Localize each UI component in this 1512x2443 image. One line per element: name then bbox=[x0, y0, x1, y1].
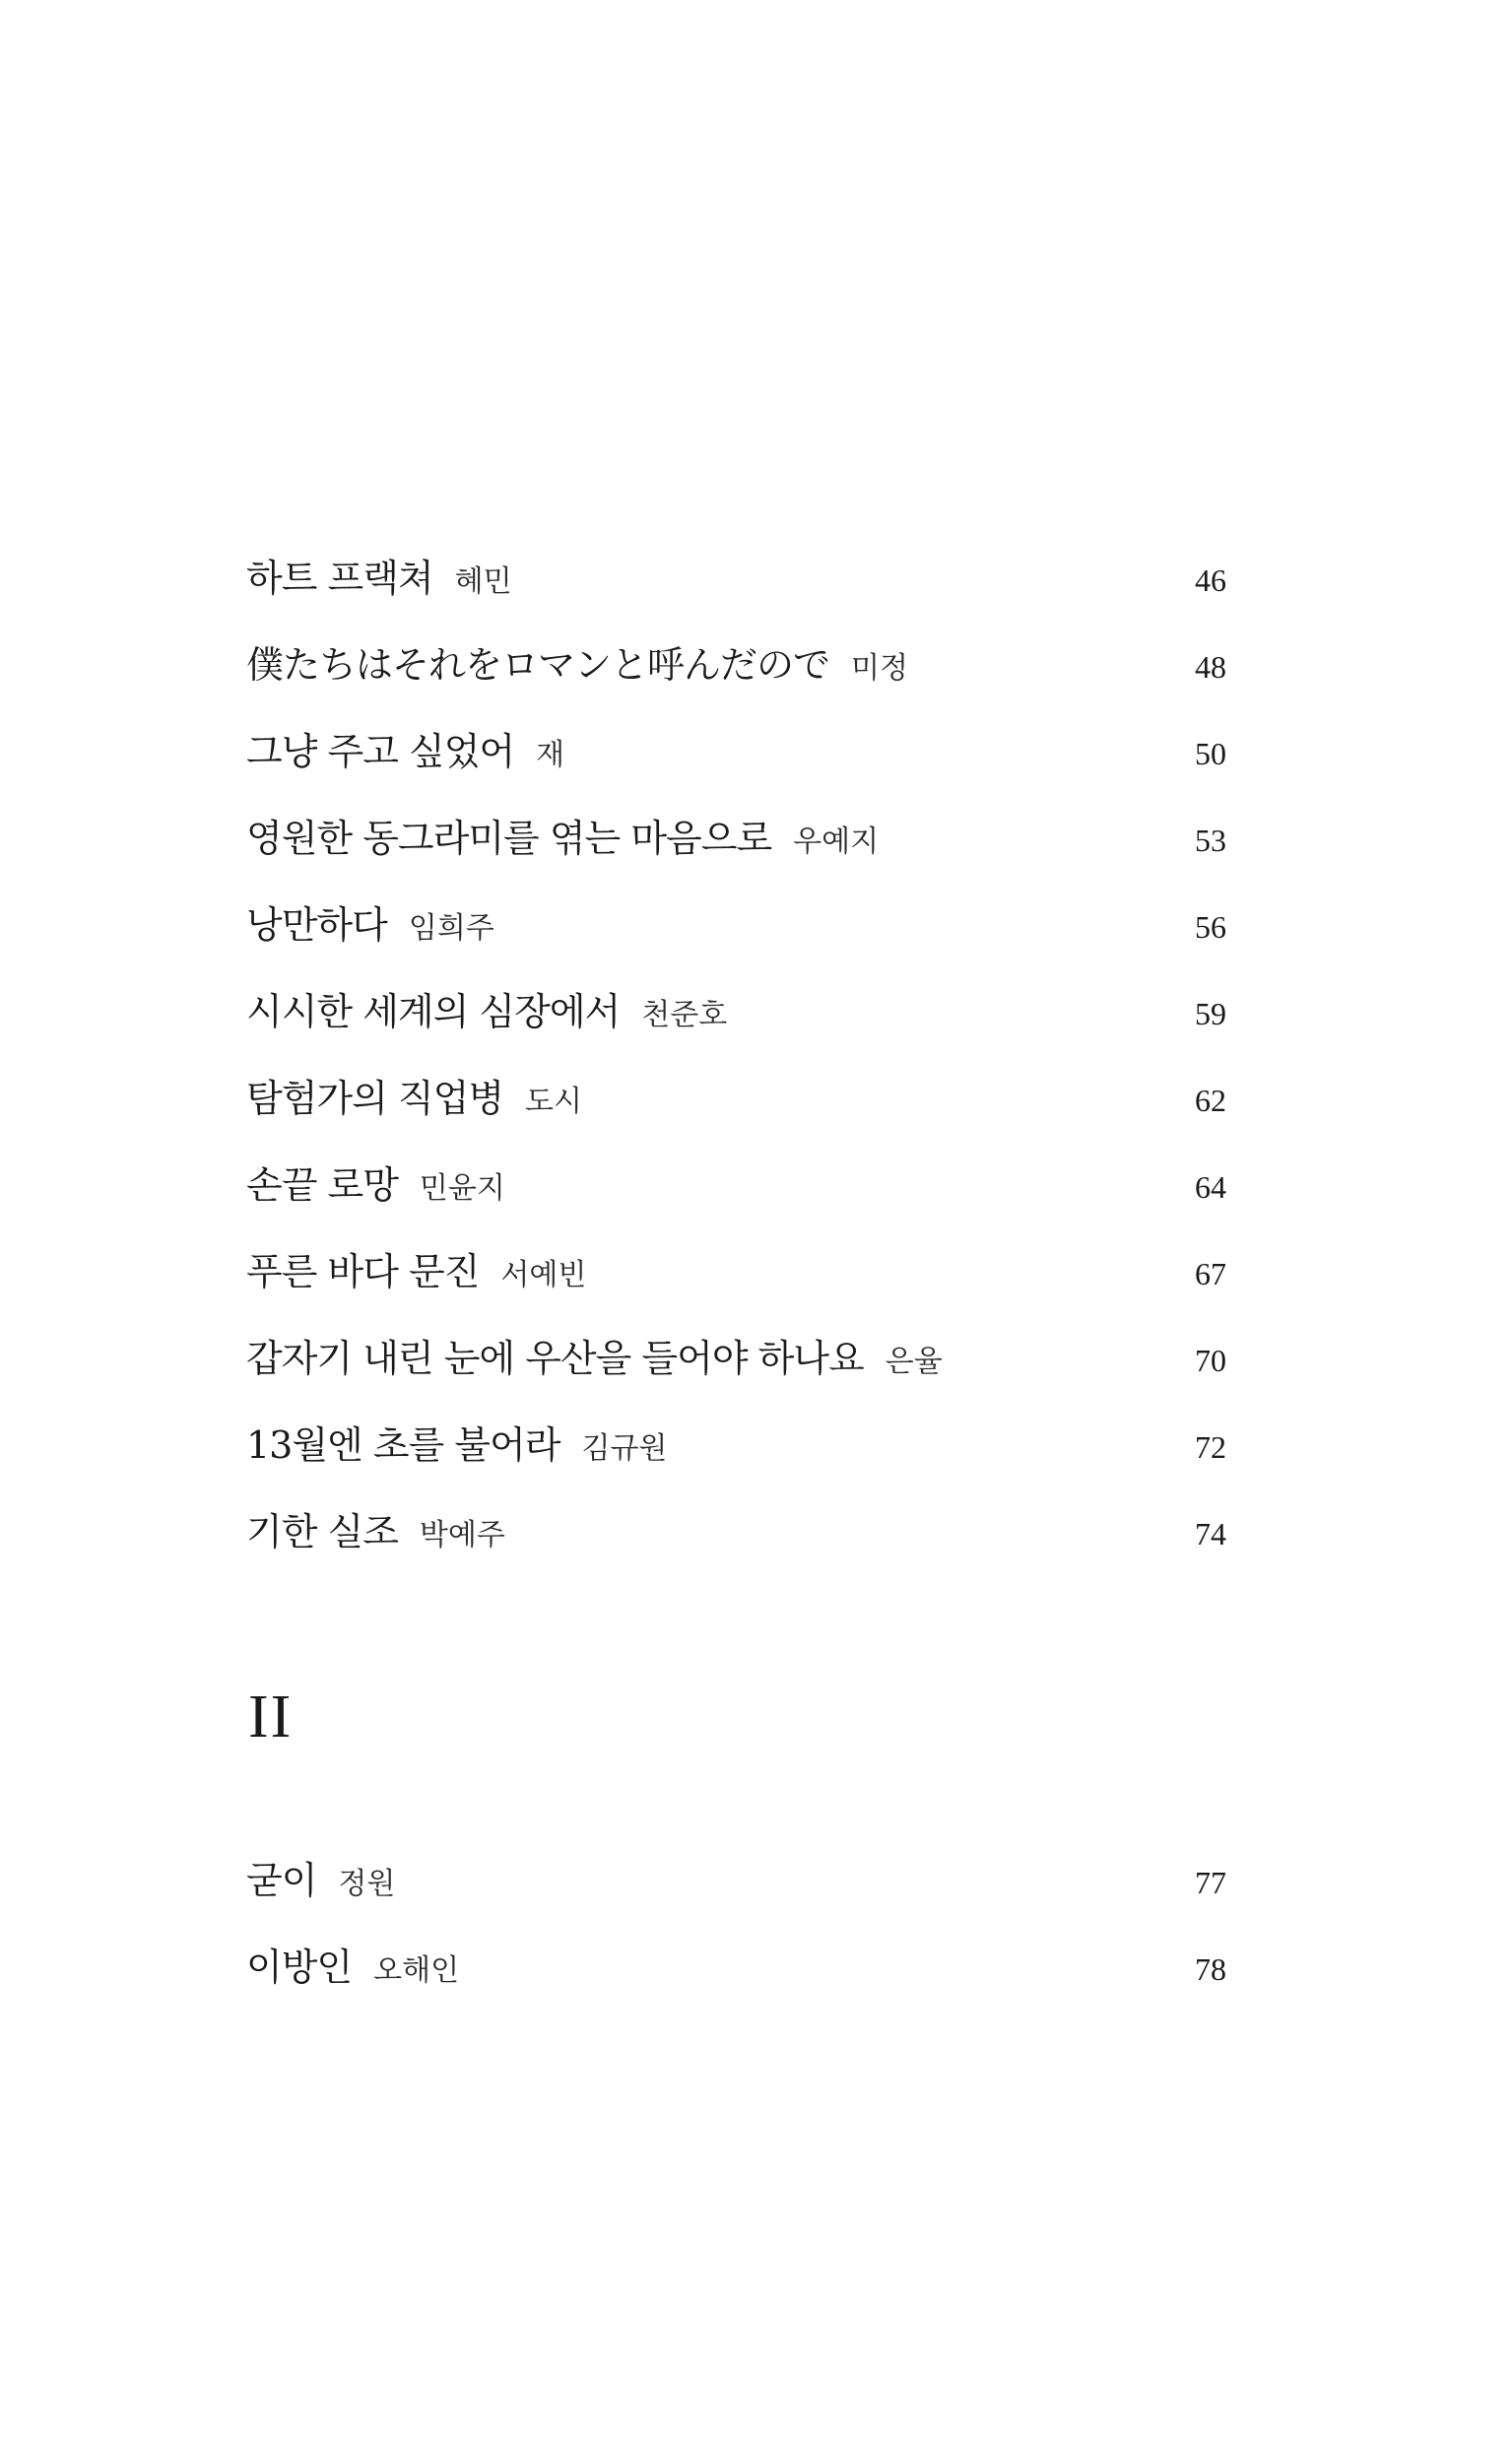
entry-page-number: 50 bbox=[1195, 736, 1226, 771]
toc-entry[interactable] bbox=[246, 1850, 1226, 1909]
entry-page-number: 74 bbox=[1195, 1516, 1226, 1552]
toc-entry[interactable] bbox=[246, 894, 1226, 954]
entry-page-number: 67 bbox=[1195, 1256, 1226, 1291]
entry-page-number: 78 bbox=[1195, 1951, 1226, 1987]
entry-title: 갑자기 내린 눈에 우산을 들어야 하나요 bbox=[246, 1337, 864, 1380]
toc-entry[interactable] bbox=[246, 634, 1226, 693]
entry-page-number: 46 bbox=[1195, 562, 1226, 598]
entry-author: 천준호 bbox=[641, 998, 728, 1032]
toc-entry[interactable] bbox=[246, 1937, 1226, 1996]
entry-author: 재 bbox=[536, 738, 565, 772]
toc-entry[interactable] bbox=[246, 1328, 1226, 1387]
toc-entry[interactable] bbox=[246, 1241, 1226, 1300]
entry-title: 탐험가의 직업병 bbox=[246, 1077, 504, 1120]
entry-title: 하트 프랙쳐 bbox=[246, 557, 433, 600]
entry-title: 굳이 bbox=[246, 1859, 317, 1902]
entry-author: 혜민 bbox=[454, 564, 512, 599]
toc-entry[interactable] bbox=[246, 981, 1226, 1040]
entry-author: 임희주 bbox=[408, 911, 494, 946]
entry-author: 민윤지 bbox=[419, 1171, 505, 1206]
entry-author: 박예주 bbox=[419, 1518, 505, 1552]
entry-title: 시시한 세계의 심장에서 bbox=[246, 990, 621, 1033]
entry-title: 손끝 로망 bbox=[246, 1163, 398, 1207]
entry-author: 은율 bbox=[885, 1345, 943, 1379]
entry-author: 미정 bbox=[851, 651, 908, 686]
entry-author: 김규원 bbox=[581, 1431, 668, 1466]
toc-entry[interactable] bbox=[246, 548, 1226, 607]
toc-entry[interactable] bbox=[246, 808, 1226, 867]
toc-entry[interactable] bbox=[246, 1501, 1226, 1560]
entry-author: 서예빈 bbox=[500, 1258, 587, 1292]
entry-author: 정원 bbox=[338, 1867, 396, 1901]
entry-title: 그냥 주고 싶었어 bbox=[246, 730, 515, 773]
entry-page-number: 64 bbox=[1195, 1169, 1226, 1205]
entry-page-number: 77 bbox=[1195, 1865, 1226, 1900]
entry-page-number: 56 bbox=[1195, 909, 1226, 945]
entry-author: 우예지 bbox=[793, 825, 880, 859]
entry-title: 13월엔 초를 불어라 bbox=[246, 1423, 560, 1467]
entry-title: 푸른 바다 문진 bbox=[246, 1250, 480, 1293]
entry-page-number: 59 bbox=[1195, 996, 1226, 1031]
entry-page-number: 70 bbox=[1195, 1343, 1226, 1378]
toc-entry[interactable] bbox=[246, 1155, 1226, 1214]
entry-author: 오해인 bbox=[373, 1953, 460, 1988]
entry-page-number: 53 bbox=[1195, 823, 1226, 858]
entry-title: 僕たちはそれをロマンと呼んだので bbox=[246, 643, 830, 687]
entry-page-number: 72 bbox=[1195, 1429, 1226, 1465]
section-heading: II bbox=[248, 1684, 294, 1750]
entry-page-number: 48 bbox=[1195, 649, 1226, 685]
entry-title: 낭만하다 bbox=[246, 903, 387, 947]
entry-author: 도시 bbox=[525, 1085, 583, 1119]
entry-title: 기한 실조 bbox=[246, 1510, 398, 1553]
toc-entry[interactable] bbox=[246, 721, 1226, 780]
entry-title: 이방인 bbox=[246, 1946, 353, 1989]
entry-page-number: 62 bbox=[1195, 1083, 1226, 1118]
toc-entry[interactable] bbox=[246, 1068, 1226, 1127]
toc-entry[interactable] bbox=[246, 1415, 1226, 1474]
entry-title: 영원한 동그라미를 엮는 마음으로 bbox=[246, 817, 772, 860]
